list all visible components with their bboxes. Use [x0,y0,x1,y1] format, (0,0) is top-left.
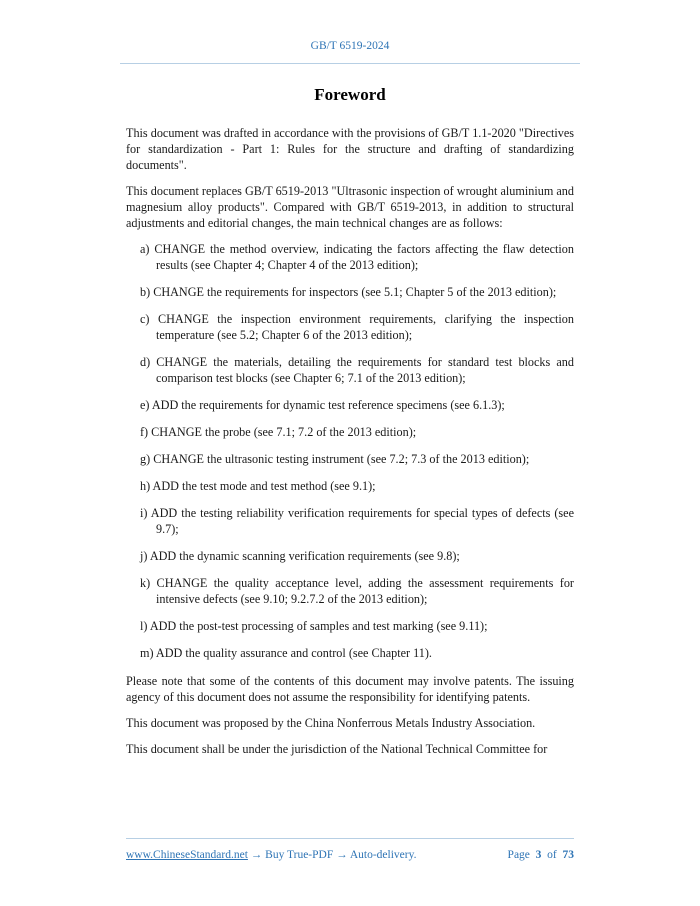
change-item-e: e) ADD the requirements for dynamic test reference specimens (see 6.1.3); [140,398,505,412]
footer-divider [126,838,574,839]
page-of-label: of [547,849,557,861]
site-link[interactable]: www.ChineseStandard.net [126,849,248,861]
header-divider [120,63,580,64]
change-item-a: a) CHANGE the method overview, indicating the factors affecting the flaw detection results (see Chapter 4; Chapter 4 of the 2013 edition); [140,242,574,272]
change-item-b: b) CHANGE the requirements for inspectors (see 5.1; Chapter 5 of the 2013 edition); [140,285,557,299]
change-item-k: k) CHANGE the quality acceptance level, adding the assessment requirements for intensive defects (see 9.10; 9.2.7.2 of the 2013 edition); [140,576,574,606]
change-item-l: l) ADD the post-test processing of samples and test marking (see 9.11); [140,619,488,633]
change-item-h: h) ADD the test mode and test method (see 9.1); [140,479,376,493]
change-item-d: d) CHANGE the materials, detailing the requirements for standard test blocks and comparison test blocks (see Chapter 6; 7.1 of the 2013 edition); [140,355,574,385]
change-item-c: c) CHANGE the inspection environment requirements, clarifying the inspection temperature (see 5.2; Chapter 6 of the 2013 edition); [140,312,574,342]
document-body [126,125,574,767]
page-label: Page [507,849,530,861]
replacement-paragraph: This document replaces GB/T 6519-2013 "Ultrasonic inspection of wrought aluminium and magnesium alloy products". Compared with GB/T 6519-2013, in addition to structural adjustments and editorial changes, the main technical changes are as follows: [126,184,574,230]
page-total: 73 [562,849,574,861]
page-title: Foreword [314,85,386,104]
change-item-i: i) ADD the testing reliability verification requirements for special types of defects (see 9.7); [140,506,574,536]
change-item-m: m) ADD the quality assurance and control (see Chapter 11). [140,646,432,660]
drafting-paragraph: This document was drafted in accordance with the provisions of GB/T 1.1-2020 "Directives for standardization - Part 1: Rules for the structure and drafting of standardizing documents". [126,126,574,172]
page-current: 3 [535,849,542,861]
promo-text: → Buy True-PDF → Auto-delivery. [247,849,417,861]
jurisdiction-paragraph: This document shall be under the jurisdiction of the National Technical Committee for [126,742,548,756]
document-id: GB/T 6519-2024 [310,40,390,52]
change-item-f: f) CHANGE the probe (see 7.1; 7.2 of the 2013 edition); [140,425,417,439]
page-number [508,849,574,861]
proposal-paragraph: This document was proposed by the China Nonferrous Metals Industry Association. [126,716,536,730]
change-item-g: g) CHANGE the ultrasonic testing instrument (see 7.2; 7.3 of the 2013 edition); [140,452,530,466]
patent-notice-paragraph: Please note that some of the contents of this document may involve patents. The issuing agency of this document does not assume the responsibility for identifying patents. [126,674,574,704]
footer-left [126,849,416,861]
running-header [120,40,580,52]
change-item-j: j) ADD the dynamic scanning verification requirements (see 9.8); [140,549,460,563]
